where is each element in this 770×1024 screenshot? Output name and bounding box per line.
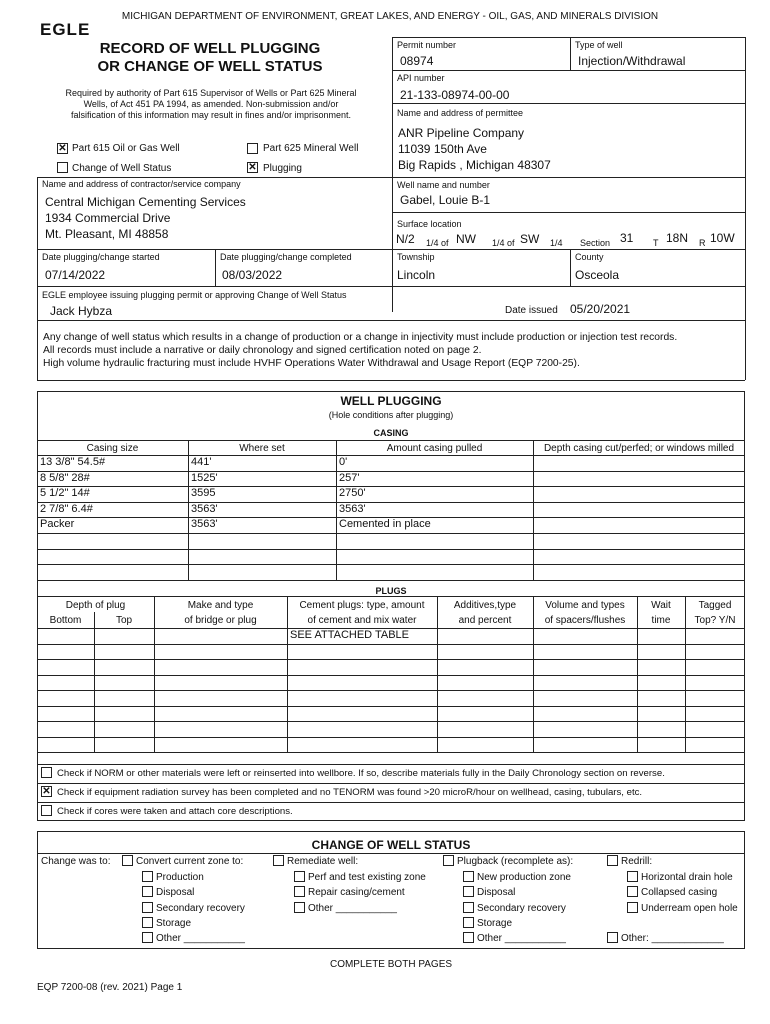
remediate-label: Remediate well:: [287, 856, 359, 867]
tagged-header-2: Top? Y/N: [694, 615, 736, 626]
casing-cell[interactable]: 8 5/8" 28#: [40, 471, 90, 484]
plugback-secondary-checkbox[interactable]: [463, 902, 474, 913]
notes-line3: High volume hydraulic fracturing must include HVHF Operations Water Withdrawal and Usage Report (EQP 7200-25).: [43, 358, 580, 369]
other-checkbox[interactable]: [142, 932, 153, 943]
cores-label: Check if cores were taken and attach core descriptions.: [57, 806, 293, 817]
perf-test-checkbox[interactable]: [294, 871, 305, 882]
department-header: MICHIGAN DEPARTMENT OF ENVIRONMENT, GREAT LAKES, AND ENERGY - OIL, GAS, AND MINERALS DIVISION: [121, 11, 659, 22]
permittee-label: Name and address of permittee: [397, 108, 524, 118]
surface-q1-value[interactable]: N/2: [396, 232, 415, 246]
horizontal-drain-label: Horizontal drain hole: [641, 872, 733, 883]
remediate-other-checkbox[interactable]: [294, 902, 305, 913]
part625-label: Part 625 Mineral Well: [263, 143, 359, 154]
api-number-value[interactable]: 21-133-08974-00-00: [400, 88, 510, 102]
wait-header-1: Wait: [651, 600, 671, 611]
change-status-title: CHANGE OF WELL STATUS: [311, 838, 471, 852]
secondary-recovery-label: Secondary recovery: [156, 903, 245, 914]
repair-casing-checkbox[interactable]: [294, 886, 305, 897]
well-plugging-title: WELL PLUGGING: [340, 394, 442, 408]
casing-cell[interactable]: 2750': [339, 487, 366, 500]
wait-header-2: time: [651, 615, 671, 626]
part615-label: Part 615 Oil or Gas Well: [72, 143, 180, 154]
date-completed-value[interactable]: 08/03/2022: [222, 268, 283, 282]
plugback-storage-label: Storage: [477, 918, 513, 929]
form-number: EQP 7200-08 (rev. 2021) Page 1: [37, 982, 183, 993]
repair-casing-label: Repair casing/cement: [308, 887, 405, 898]
casing-title: CASING: [373, 428, 409, 438]
additives-header-1: Additives,type: [453, 600, 517, 611]
well-name-label: Well name and number: [397, 180, 490, 190]
section-value[interactable]: 31: [620, 231, 634, 245]
convert-label: Convert current zone to:: [136, 856, 244, 867]
permittee-line2[interactable]: 11039 150th Ave: [398, 142, 487, 156]
norm-label: Check if NORM or other materials were left or reinserted into wellbore. If so, describe materials fully in the Daily Chronology section on reverse.: [57, 768, 665, 779]
township-value[interactable]: Lincoln: [397, 268, 436, 282]
remediate-checkbox[interactable]: [273, 855, 284, 866]
storage-label: Storage: [156, 918, 192, 929]
casing-cell[interactable]: 5 1/2" 14#: [40, 487, 90, 500]
employee-value[interactable]: Jack Hybza: [50, 304, 113, 318]
surface-q3-value[interactable]: SW: [520, 232, 540, 246]
plugging-label: Plugging: [263, 163, 302, 174]
plugback-secondary-label: Secondary recovery: [477, 903, 566, 914]
plugback-label: Plugback (recomplete as):: [457, 856, 574, 867]
additives-header-2: and percent: [458, 615, 512, 626]
collapsed-casing-checkbox[interactable]: [627, 886, 638, 897]
date-completed-label: Date plugging/change completed: [220, 252, 352, 262]
plugback-other-label: Other ___________: [477, 933, 566, 944]
notes-line2: All records must include a narrative or daily chronology and signed certification noted on page 2.: [43, 345, 482, 356]
plugback-disposal-label: Disposal: [477, 887, 516, 898]
county-label: County: [575, 252, 604, 262]
tagged-header-1: Tagged: [698, 600, 732, 611]
plugs-title: PLUGS: [375, 586, 407, 596]
storage-checkbox[interactable]: [142, 917, 153, 928]
volume-header-1: Volume and types: [545, 600, 625, 611]
contractor-line3[interactable]: Mt. Pleasant, MI 48858: [45, 227, 169, 241]
date-issued-label: Date issued: [505, 305, 558, 316]
casing-cell[interactable]: 3563': [191, 502, 218, 515]
casing-cell[interactable]: 13 3/8" 54.5#: [40, 456, 106, 468]
plugback-other-checkbox[interactable]: [463, 932, 474, 943]
part615-checkbox[interactable]: ✕: [58, 143, 67, 154]
convert-checkbox[interactable]: [122, 855, 133, 866]
permittee-line3[interactable]: Big Rapids , Michigan 48307: [398, 158, 551, 172]
perf-test-label: Perf and test existing zone: [308, 872, 426, 883]
plugback-checkbox[interactable]: [443, 855, 454, 866]
well-type-value[interactable]: Injection/Withdrawal: [578, 54, 686, 68]
plugback-storage-checkbox[interactable]: [463, 917, 474, 928]
casing-cell[interactable]: 257': [339, 471, 360, 484]
disposal-label: Disposal: [156, 887, 195, 898]
depth-of-plug-header: Depth of plug: [65, 600, 126, 611]
secondary-recovery-checkbox[interactable]: [142, 902, 153, 913]
casing-cell[interactable]: 1525': [191, 471, 218, 484]
cement-header-2: of cement and mix water: [307, 615, 417, 626]
horizontal-drain-checkbox[interactable]: [627, 871, 638, 882]
surface-q2-label: 1/4 of: [492, 238, 515, 248]
range-r-value[interactable]: 10W: [710, 231, 735, 245]
cement-header-1: Cement plugs: type, amount: [299, 600, 425, 611]
production-label: Production: [156, 872, 204, 883]
remediate-other-label: Other ___________: [308, 903, 397, 914]
radiation-label: Check if equipment radiation survey has been completed and no TENORM was found >20 microR/hour on wellhead, casing, tubulars, etc.: [57, 787, 643, 798]
township-t-label: T: [653, 238, 659, 248]
casing-cell[interactable]: 3595: [191, 487, 216, 500]
change-status-checkbox[interactable]: [57, 162, 68, 173]
date-started-label: Date plugging/change started: [42, 252, 160, 262]
permit-number-value[interactable]: 08974: [400, 54, 434, 68]
contractor-label: Name and address of contractor/service company: [42, 179, 241, 189]
form-title-line2: OR CHANGE OF WELL STATUS: [97, 58, 323, 75]
casing-cell[interactable]: 441': [191, 456, 212, 468]
casing-cell[interactable]: 3563': [339, 502, 366, 515]
bottom-header: Bottom: [49, 615, 82, 626]
employee-label: EGLE employee issuing plugging permit or approving Change of Well Status: [42, 290, 347, 300]
surface-q2-value[interactable]: NW: [456, 232, 476, 246]
casing-cell[interactable]: Cemented in place: [339, 518, 431, 531]
amount-pulled-header: Amount casing pulled: [386, 443, 483, 454]
surface-location-label: Surface location: [397, 219, 462, 229]
casing-cell[interactable]: 3563': [191, 518, 218, 531]
new-zone-checkbox[interactable]: [463, 871, 474, 882]
surface-q3-label: 1/4: [550, 238, 563, 248]
permittee-line1[interactable]: ANR Pipeline Company: [398, 126, 525, 140]
township-t-value[interactable]: 18N: [666, 231, 689, 245]
redrill-checkbox[interactable]: [607, 855, 618, 866]
range-r-label: R: [699, 238, 706, 248]
date-started-value[interactable]: 07/14/2022: [45, 268, 106, 282]
other-label: Other ___________: [156, 933, 245, 944]
authority-text-1: Required by authority of Part 615 Supervisor of Wells or Part 625 Mineral: [65, 88, 357, 98]
county-value[interactable]: Osceola: [575, 268, 620, 282]
well-plugging-subtitle: (Hole conditions after plugging): [328, 410, 454, 420]
change-was-to-label: Change was to:: [41, 856, 111, 867]
redrill-other-checkbox[interactable]: [607, 932, 618, 943]
volume-header-2: of spacers/flushes: [544, 615, 626, 626]
notes-line1: Any change of well status which results in a change of production or a change in injectivity must include production or injection test records.: [43, 332, 678, 343]
underream-checkbox[interactable]: [627, 902, 638, 913]
make-type-header-2: of bridge or plug: [184, 615, 257, 626]
top-header: Top: [115, 615, 133, 626]
casing-cell[interactable]: Packer: [40, 518, 75, 531]
redrill-other-label: Other: _____________: [621, 933, 724, 944]
depth-cut-header: Depth casing cut/perfed; or windows milled: [543, 443, 735, 454]
where-set-header: Where set: [239, 443, 285, 454]
egle-logo: EGLE: [40, 20, 91, 39]
well-name-value[interactable]: Gabel, Louie B-1: [400, 193, 491, 207]
surface-q1-label: 1/4 of: [426, 238, 449, 248]
contractor-line2[interactable]: 1934 Commercial Drive: [45, 211, 171, 225]
plugging-checkbox[interactable]: ✕: [248, 162, 257, 173]
production-checkbox[interactable]: [142, 871, 153, 882]
plugback-disposal-checkbox[interactable]: [463, 886, 474, 897]
new-zone-label: New production zone: [477, 872, 571, 883]
well-type-label: Type of well: [575, 40, 623, 50]
section-label: Section: [580, 238, 611, 248]
underream-label: Underream open hole: [641, 903, 738, 914]
authority-text-2: Wells, of Act 451 PA 1994, as amended. Non-submission and/or: [83, 99, 339, 109]
form-title-line1: RECORD OF WELL PLUGGING: [99, 40, 321, 57]
contractor-line1[interactable]: Central Michigan Cementing Services: [45, 195, 246, 209]
redrill-label: Redrill:: [621, 856, 653, 867]
casing-cell[interactable]: 2 7/8" 6.4#: [40, 502, 93, 515]
disposal-checkbox[interactable]: [142, 886, 153, 897]
plug-note[interactable]: SEE ATTACHED TABLE: [290, 629, 409, 641]
make-type-header-1: Make and type: [187, 600, 254, 611]
casing-cell[interactable]: 0': [339, 456, 348, 468]
change-status-label: Change of Well Status: [72, 163, 172, 174]
township-label: Township: [397, 252, 435, 262]
part625-checkbox[interactable]: [247, 143, 258, 154]
casing-size-header: Casing size: [86, 443, 139, 454]
norm-checkbox[interactable]: [41, 767, 52, 778]
collapsed-casing-label: Collapsed casing: [641, 887, 718, 898]
date-issued-value[interactable]: 05/20/2021: [570, 302, 631, 316]
api-number-label: API number: [397, 73, 445, 83]
permit-number-label: Permit number: [397, 40, 457, 50]
cores-checkbox[interactable]: [41, 805, 52, 816]
radiation-checkbox[interactable]: ✕: [42, 786, 51, 797]
complete-both-pages: COMPLETE BOTH PAGES: [329, 959, 453, 970]
authority-text-3: falsification of this information may result in fines and/or imprisonment.: [70, 110, 352, 120]
